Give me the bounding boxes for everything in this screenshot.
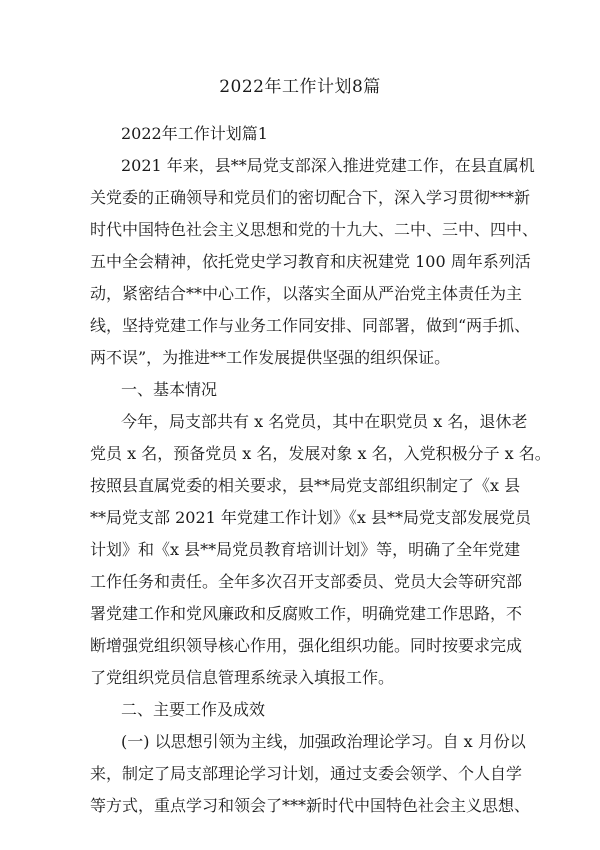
paragraph-line: (一) 以思想引领为主线，加强政治理论学习。自 x 月份以 (121, 732, 526, 751)
paragraph-line: 工作任务和责任。全年多次召开支部委员、党员大会等研究部 (90, 572, 523, 591)
paragraph-line: 今年，局支部共有 x 名党员，其中在职党员 x 名，退休老 (121, 412, 528, 431)
paragraph-line: 按照县直属党委的相关要求，县**局党支部组织制定了《x 县 (90, 476, 521, 495)
paragraph-line: 2021 年来，县**局党支部深入推进党建工作，在县直属机 (121, 156, 535, 175)
section-heading: 2022年工作计划篇1 (121, 124, 268, 143)
subheading-basic-situation: 一、基本情况 (121, 380, 218, 399)
paragraph-line: 关党委的正确领导和党员们的密切配合下，深入学习贯彻***新 (90, 188, 531, 207)
paragraph-line: **局党支部 2021 年党建工作计划》《x 县**局党支部发展党员 (90, 508, 532, 527)
document-title: 2022年工作计划8篇 (219, 77, 381, 97)
paragraph-line: 计划》和《x 县**局党员教育培训计划》等，明确了全年党建 (90, 540, 521, 559)
paragraph-line: 等方式，重点学习和领会了***新时代中国特色社会主义思想、 (90, 796, 531, 815)
subheading-main-work: 二、主要工作及成效 (121, 700, 266, 719)
paragraph-line: 五中全会精神，依托党史学习教育和庆祝建党 100 周年系列活 (90, 252, 531, 271)
paragraph-line: 时代中国特色社会主义思想和党的十九大、二中、三中、四中、 (90, 220, 539, 239)
paragraph-line: 两不误”，为推进**工作发展提供坚强的组织保证。 (90, 348, 451, 367)
paragraph-line: 了党组织党员信息管理系统录入填报工作。 (90, 668, 395, 687)
paragraph-line: 署党建工作和党风廉政和反腐败工作，明确党建工作思路，不 (90, 604, 523, 623)
paragraph-line: 线，坚持党建工作与业务工作同安排、同部署，做到“两手抓、 (90, 316, 531, 335)
paragraph-line: 断增强党组织领导核心作用，强化组织功能。同时按要求完成 (90, 636, 523, 655)
paragraph-line: 来，制定了局支部理论学习计划，通过支委会领学、个人自学 (90, 764, 523, 783)
paragraph-line: 动，紧密结合**中心工作，以落实全面从严治党主体责任为主 (90, 284, 523, 303)
paragraph-line: 党员 x 名，预备党员 x 名，发展对象 x 名，入党积极分子 x 名。 (90, 444, 551, 463)
